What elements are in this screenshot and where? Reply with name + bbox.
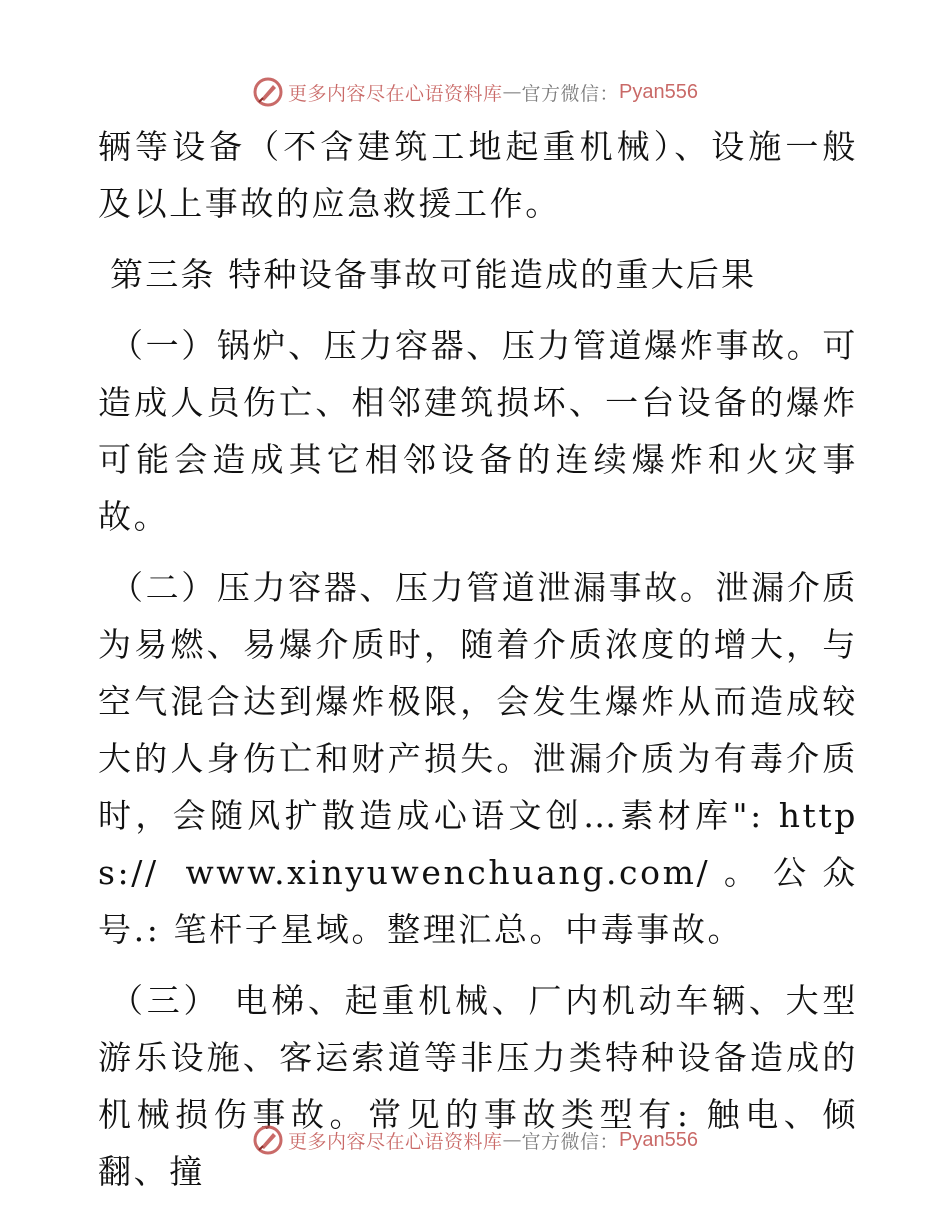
paragraph-item-2: （二）压力容器、压力管道泄漏事故。泄漏介质为易燃、易爆介质时，随着介质浓度的增大，与空气混合达到爆炸极限，会发生爆炸从而造成较大的人身伤亡和财产损失。泄漏介质为有毒介质时，会随风扩散造成心语文创…素材库": https:// www.xinyuwenchuang.com/。公众号.: 笔杆子星域。整理汇总。中毒事故。 [98, 568, 858, 949]
watermark-account-label: 官方微信： [521, 1130, 620, 1153]
document-body [98, 118, 858, 1214]
watermark-separator: — [502, 81, 522, 103]
watermark-main-text: 更多内容尽在心语资料库 [288, 82, 503, 105]
paragraph-continuation: 辆等设备（不含建筑工地起重机械）、设施一般及以上事故的应急救援工作。 [98, 127, 858, 223]
paragraph-item-3: （三） 电梯、起重机械、厂内机动车辆、大型游乐设施、客运索道等非压力类特种设备造成的机械损伤事故。常见的事故类型有: 触电、倾翻、撞 [98, 981, 858, 1191]
paragraph-item-1: （一）锅炉、压力容器、压力管道爆炸事故。可造成人员伤亡、相邻建筑损坏、一台设备的爆炸可能会造成其它相邻设备的连续爆炸和火灾事故。 [98, 326, 858, 536]
watermark-account-id: Pyan556 [619, 80, 698, 103]
article-heading: 第三条 特种设备事故可能造成的重大后果 [110, 255, 757, 294]
watermark-main-text: 更多内容尽在心语资料库 [288, 1130, 503, 1153]
quill-pen-logo-icon [252, 1124, 284, 1156]
watermark-account-id: Pyan556 [619, 1128, 698, 1151]
watermark-separator: — [502, 1129, 522, 1151]
header-watermark [0, 72, 950, 112]
watermark-account-label: 官方微信： [521, 82, 620, 105]
footer-watermark [0, 1120, 950, 1160]
quill-pen-logo-icon [252, 76, 284, 108]
